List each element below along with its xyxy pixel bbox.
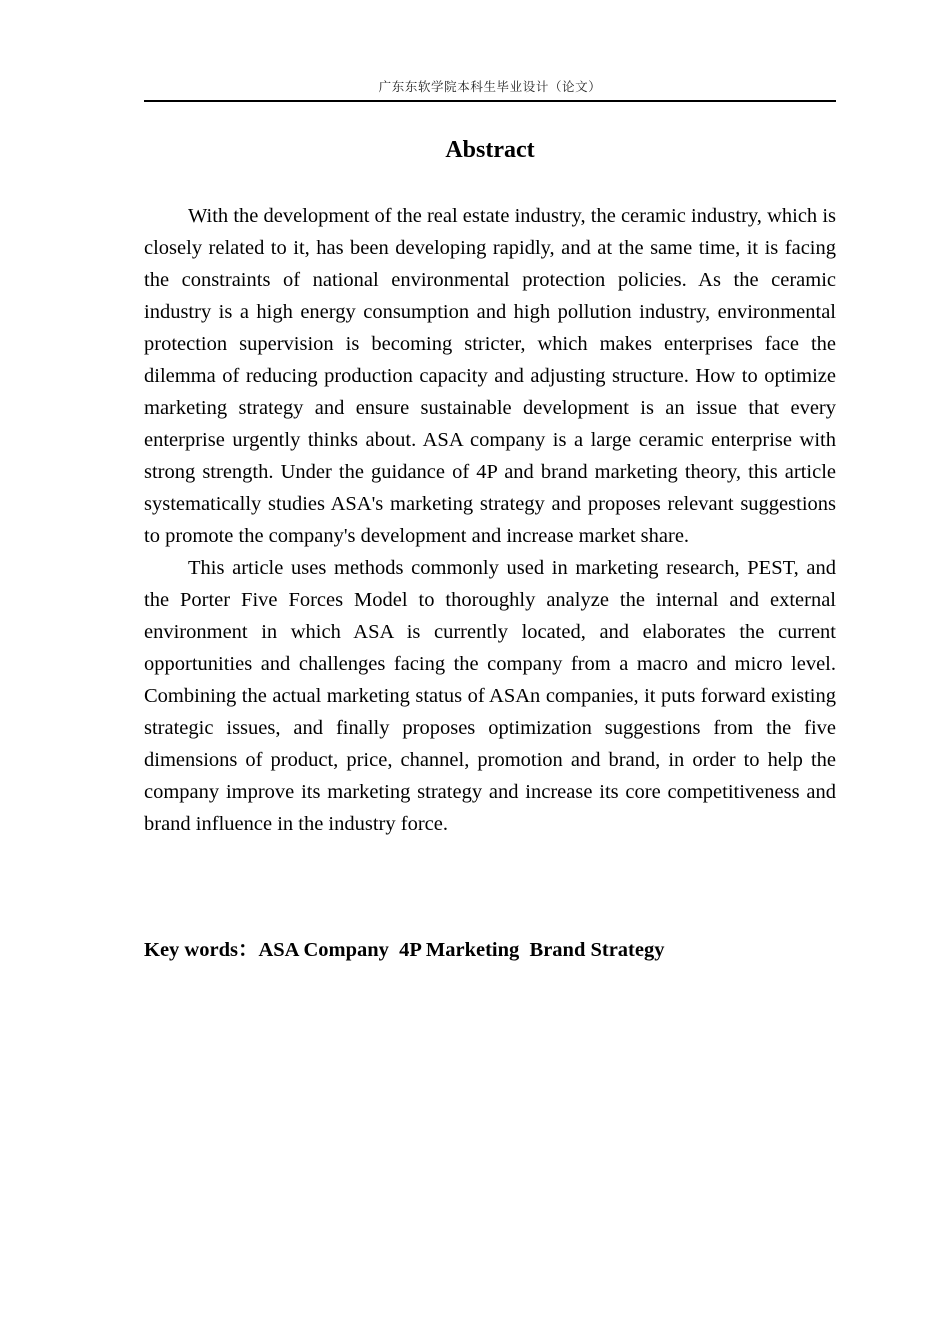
keywords-line — [144, 934, 836, 966]
abstract-paragraph-2: This article uses methods commonly used in marketing research, PEST, and the Porter Five Forces Model to thoroughly analyze the internal and external environment in which ASA is currently located, and elaborates the current opportunities and challenges facing the company from a macro and micro level. Combining the actual marketing status of ASAn companies, it puts forward existing strategic issues, and finally proposes optimization suggestions from the five dimensions of product, price, channel, promotion and brand, in order to help the company improve its marketing strategy and increase its core competitiveness and brand influence in the industry force. — [144, 557, 836, 835]
abstract-title: Abstract — [445, 137, 535, 163]
page-header: 广东东软学院本科生毕业设计（论文） — [378, 79, 602, 94]
header-rule — [144, 100, 836, 102]
keywords-text: ASA Company 4P Marketing Brand Strategy — [258, 939, 665, 961]
abstract-paragraph-1: With the development of the real estate industry, the ceramic industry, which is closely related to it, has been developing rapidly, and at the same time, it is facing the constraints of national environmental protection policies. As the ceramic industry is a high energy consumption and high pollution industry, environmental protection supervision is becoming stricter, which makes enterprises face the dilemma of reducing production capacity and adjusting structure. How to optimize marketing strategy and ensure sustainable development is an issue that every enterprise urgently thinks about. ASA company is a large ceramic enterprise with strong strength. Under the guidance of 4P and brand marketing theory, this article systematically studies ASA's marketing strategy and proposes relevant suggestions to promote the company's development and increase market share. — [144, 205, 836, 547]
abstract-body — [144, 200, 836, 840]
keywords-label: Key words： — [144, 939, 259, 961]
